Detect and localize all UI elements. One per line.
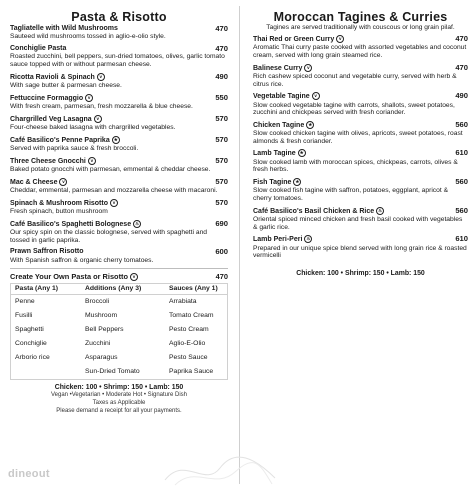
menu-item — [10, 220, 228, 245]
vegetarian-icon: v — [110, 199, 118, 207]
menu-item — [10, 136, 228, 153]
table-row — [11, 351, 227, 365]
item-name — [253, 149, 306, 158]
item-name-text: Vegetable Tagine — [253, 93, 310, 101]
item-price: 490 — [455, 91, 468, 101]
signature-dish-icon: ★ — [295, 178, 300, 184]
decorative-flourish-icon — [160, 450, 280, 490]
item-price: 570 — [215, 176, 228, 186]
item-name: Conchiglie Pasta — [10, 45, 67, 52]
table-row — [11, 323, 227, 337]
item-price: 490 — [215, 71, 228, 81]
table-cell: Spaghetti — [15, 326, 44, 334]
col-header-pasta: Pasta (Any 1) — [15, 285, 59, 293]
pasta-risotto-column — [10, 4, 228, 415]
menu-item — [253, 92, 468, 117]
vegan-icon: v — [336, 35, 344, 43]
item-price: 560 — [455, 119, 468, 129]
signature-dish-icon: ★ — [113, 136, 118, 142]
table-cell: Sun-Dried Tomato — [85, 368, 140, 376]
vegan-icon: v — [312, 92, 320, 100]
item-name — [10, 199, 118, 208]
item-description: With Spanish saffron & organic cherry tomatoes. — [10, 256, 154, 264]
vegetarian-icon: v — [97, 73, 105, 81]
item-name — [253, 178, 301, 187]
item-description: Prepared in our unique spice blend served with long grain rice & roasted vermicelli — [253, 244, 467, 260]
item-name — [253, 92, 320, 101]
tagines-curries-column — [253, 4, 468, 277]
vegetarian-icon: v — [130, 273, 138, 281]
item-name-text: Balinese Curry — [253, 64, 303, 72]
section-title-pasta: Pasta & Risotto — [71, 10, 167, 24]
addon-prices: Chicken: 100 • Shrimp: 150 • Lamb: 150 — [54, 384, 184, 392]
vegetarian-icon: v — [59, 178, 67, 186]
vegan-icon: v — [304, 64, 312, 72]
item-name — [10, 136, 120, 145]
menu-item — [253, 235, 468, 260]
item-description: Slow cooked chicken tagine with olives, apricots, sweet potatoes, roast almonds & fresh coriander. — [253, 130, 463, 145]
item-name-text: Café Basilico's Spaghetti Bolognese — [10, 220, 132, 228]
item-description: Aromatic Thai curry paste cooked with assorted vegetables and coconut cream, served with long grain steamed rice. — [253, 44, 467, 59]
item-description: Cheddar, emmental, parmesan and mozzarella cheese with macaroni. — [10, 187, 218, 194]
item-description: Slow cooked vegetable tagine with carrots, shallots, sweet potatoes, zucchini and chickpeas served with fresh coriander. — [253, 101, 455, 117]
table-cell: Aglio-E-Olio — [169, 340, 206, 348]
item-name — [253, 121, 314, 130]
item-price: 610 — [455, 148, 468, 158]
item-name — [253, 207, 384, 216]
create-price: 470 — [215, 272, 228, 282]
menu-item — [10, 73, 228, 90]
table-header-row — [11, 284, 227, 295]
item-name-text: Ricotta Ravioli & Spinach — [10, 73, 95, 81]
dineout-watermark: dineout — [8, 468, 50, 480]
menu-item — [253, 207, 468, 232]
menu-item — [10, 94, 228, 111]
section-separator — [10, 268, 228, 269]
addon-prices: Chicken: 100 • Shrimp: 150 • Lamb: 150 — [296, 269, 425, 277]
moderate-hot-icon: ♨ — [378, 207, 383, 213]
item-name-text: Thai Red or Green Curry — [253, 36, 335, 43]
section-subtitle: Tagines are served traditionally with couscous or long grain pilaf. — [266, 24, 455, 31]
create-title — [10, 272, 138, 281]
item-description: Slow cooked fish tagine with saffron, potatoes, eggplant, apricot & cherry tomatoes. — [253, 187, 449, 202]
table-row — [11, 295, 227, 309]
moderate-hot-icon: ♨ — [135, 220, 140, 226]
item-name-text: Spinach & Mushroom Risotto — [10, 199, 108, 207]
table-cell: Pesto Sauce — [169, 354, 208, 362]
item-name-text: Mac & Cheese — [10, 178, 58, 186]
item-price: 470 — [455, 62, 468, 72]
menu-item — [10, 115, 228, 132]
item-description: Slow cooked lamb with moroccan spices, chickpeas, carrots, olives & fresh herbs. — [253, 158, 458, 174]
item-price: 570 — [215, 155, 228, 165]
section-title-tagines: Moroccan Tagines & Curries — [273, 10, 448, 24]
item-name-text: Lamb Peri-Peri — [253, 236, 303, 244]
table-cell: Arborio rice — [15, 354, 50, 362]
menu-item — [10, 248, 228, 264]
column-divider — [239, 6, 240, 484]
create-your-own-heading — [10, 272, 228, 281]
moderate-hot-icon: ♨ — [306, 236, 311, 242]
item-price: 550 — [215, 92, 228, 102]
item-description: Oriental spiced minced chicken and fresh basil cooked with vegetables & garlic rice. — [253, 215, 463, 231]
item-description: Four-cheese baked lasagna with chargrilled vegetables. — [10, 124, 176, 131]
menu-item — [10, 178, 228, 195]
menu-item — [10, 199, 228, 216]
menu-item — [253, 149, 468, 174]
item-name-text: Three Cheese Gnocchi — [10, 157, 86, 165]
col-header-additions: Additions (Any 3) — [85, 285, 142, 293]
item-name-text: Lamb Tagine — [253, 150, 296, 158]
menu-item — [10, 45, 228, 69]
table-cell: Mushroom — [85, 312, 118, 320]
table-cell: Fusilli — [15, 312, 33, 320]
item-description: Sauteed wild mushrooms tossed in aglio-e-olio style. — [10, 33, 166, 41]
menu-item — [253, 178, 468, 203]
item-description: Baked potato gnocchi with parmesan, emmental & cheddar cheese. — [10, 166, 211, 173]
item-name-text: Café Basilico's Basil Chicken & Rice — [253, 207, 375, 215]
item-name — [10, 220, 141, 229]
menu-item — [253, 64, 468, 89]
item-description: With sage butter & parmesan cheese. — [10, 82, 122, 89]
item-name — [253, 35, 344, 44]
table-cell: Broccoli — [85, 298, 110, 306]
table-cell: Tomato Cream — [169, 312, 214, 320]
table-row — [11, 365, 227, 379]
item-name: Tagliatelle with Wild Mushrooms — [10, 25, 118, 32]
tax-note: Taxes as Applicable — [92, 400, 146, 407]
item-name — [253, 235, 312, 244]
table-cell: Asparagus — [85, 354, 118, 362]
item-price: 570 — [215, 197, 228, 207]
table-cell: Bell Peppers — [85, 326, 124, 334]
item-description: Served with paprika sauce & fresh broccoli. — [10, 145, 139, 152]
vegetarian-icon: v — [88, 157, 96, 165]
item-price: 570 — [215, 113, 228, 123]
item-price: 470 — [455, 34, 468, 43]
item-name-text: Chicken Tagine — [253, 121, 305, 129]
item-name: Prawn Saffron Risotto — [10, 248, 84, 256]
item-name-text: Fettuccine Formaggio — [10, 94, 84, 102]
create-your-own-table — [10, 283, 228, 380]
item-price: 470 — [215, 44, 228, 53]
item-name — [10, 157, 96, 166]
item-name — [10, 94, 93, 103]
item-name — [10, 115, 102, 124]
create-title-text: Create Your Own Pasta or Risotto — [10, 272, 129, 282]
symbol-legend: Vegan •Vegetarian • Moderate Hot • Signature Dish — [50, 392, 188, 399]
item-name-text: Fish Tagine — [253, 178, 292, 186]
table-cell: Arrabiata — [169, 298, 197, 306]
table-cell: Penne — [15, 298, 35, 306]
vegetarian-icon: v — [85, 94, 93, 102]
item-price: 610 — [455, 234, 468, 244]
item-description: Fresh spinach, button mushroom — [10, 208, 108, 215]
item-name — [253, 64, 312, 73]
item-name — [10, 73, 105, 82]
receipt-note: Please demand a receipt for all your payments. — [56, 408, 182, 415]
table-cell: Conchiglie — [15, 340, 47, 348]
menu-item — [253, 121, 468, 146]
table-cell: Zucchini — [85, 340, 111, 348]
table-cell: Paprika Sauce — [169, 368, 214, 376]
table-row — [11, 337, 227, 351]
menu-item — [10, 157, 228, 174]
item-price: 690 — [215, 218, 228, 228]
item-price: 600 — [215, 247, 228, 257]
vegetarian-icon: v — [94, 115, 102, 123]
item-description: Rich cashew spiced coconut and vegetable curry, served with herb & citrus rice. — [253, 73, 457, 88]
table-row — [11, 309, 227, 323]
item-price: 560 — [455, 176, 468, 186]
table-cell: Pesto Cream — [169, 326, 209, 334]
item-price: 560 — [455, 205, 468, 215]
item-price: 470 — [215, 24, 228, 33]
signature-dish-icon: ★ — [308, 121, 313, 127]
item-name-text: Café Basilico's Penne Paprika — [10, 136, 110, 144]
item-description: Roasted zucchini, bell peppers, sun-dried tomatoes, olives, garlic tomato sauce topped with or without parmesan cheese. — [10, 53, 225, 68]
item-description: Our spicy spin on the classic bolognese, served with spaghetti and tossed in garlic paprika. — [10, 229, 208, 244]
menu-item — [10, 25, 228, 41]
col-header-sauces: Sauces (Any 1) — [169, 285, 218, 293]
item-name-text: Chargrilled Veg Lasagna — [10, 115, 92, 123]
item-name — [10, 178, 67, 187]
item-description: With fresh cream, parmesan, fresh mozzarella & blue cheese. — [10, 103, 193, 110]
table-cell — [11, 368, 85, 376]
signature-dish-icon: ★ — [299, 150, 304, 156]
menu-item — [253, 35, 468, 60]
item-price: 570 — [215, 134, 228, 144]
